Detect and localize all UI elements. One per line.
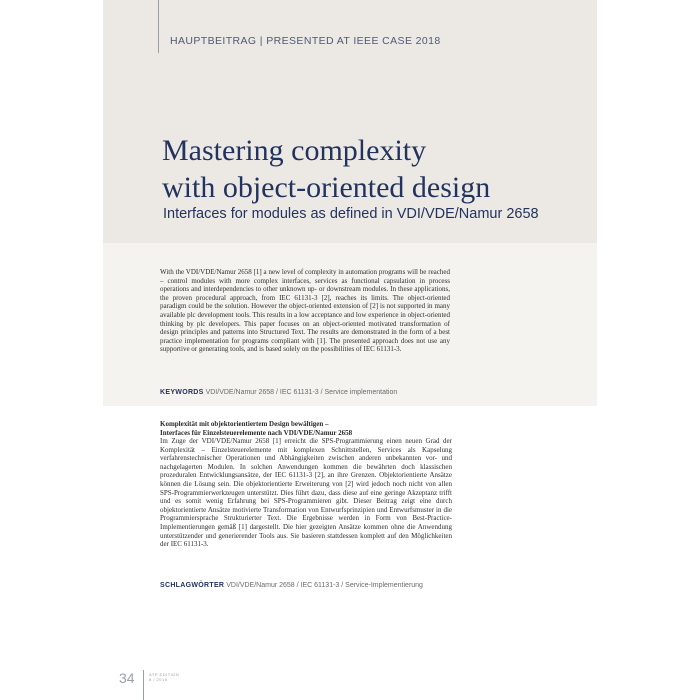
german-abstract: Im Zuge der VDI/VDE/Namur 2658 [1] erreicht die SPS-Programmierung einen neuen Grad der Komplexität – Einzelsteuerelemente mit komplexen Schnittstellen, Services als Kapselung verfahrenstechnischer Operationen und Abhängigkeiten zwischen anderen unbekannten vor- und nachgelagerten Modulen. In solchen Anwendungen kommen die bewährten doch klassischen prozeduralen Entwicklungsansätze, der IEC 61131-3 [2], an ihre Grenzen. Objektorientierte Ansätze können die Lösung sein. Die objektorientierte Erweiterung von [2] wird jedoch noch nicht von allen SPS-Programmierwerkzeugen unterstützt. Dies führt dazu, dass diese auf eine geringe Akzeptanz trifft und es somit wenig Erfahrung bei SPS-Programmieren gibt. Dieser Beitrag zeigt eine durch objektorientierte Ansätze motivierte Transformation von Entwurfsprinzipien und Entwurfsmuster in die Programmiersprache Strukturierter Text. Die Ergebnisse werden in Form von Best-Practice-Implementierungen gemäß [1] dargestellt. Die hier gezeigten Ansätze kommen ohne die Anwendung unterstützender und generierender Tools aus. Sie basieren stattdessen komplett auf den Möglichkeiten der IEC 61131-3. [160, 437, 452, 549]
article-title-line-2: with object-oriented design [162, 171, 491, 204]
german-title-line-2: Interfaces für Einzelsteuerelemente nach VDI/VDE/Namur 2658 [160, 428, 353, 437]
article-title-line-1: Mastering complexity [162, 134, 427, 167]
section-kicker: HAUPTBEITRAG | PRESENTED AT IEEE CASE 2018 [170, 35, 441, 47]
publication-title: ATP EDITION [149, 672, 180, 677]
keywords-text: VDI/VDE/Namur 2658 / IEC 61131-3 / Service implementation [205, 389, 398, 396]
german-keywords [160, 582, 490, 589]
publication-issue: 8 / 2018 [149, 677, 168, 682]
german-title-line-1: Komplexität mit objektorientiertem Design bewältigen – [160, 420, 329, 428]
article-subtitle: Interfaces for modules as defined in VDI/VDE/Namur 2658 [163, 206, 539, 222]
english-abstract: With the VDI/VDE/Namur 2658 [1] a new level of complexity in automation programs will be reached – control modules with more complex interfaces, services as functional capsulation in process operations and interdependencies to other unknown up- or downstream modules. In these applications, the proven procedural approach, from IEC 61131-3 [2], reaches its limits. The object-oriented paradigm could be the solution. However the object-oriented extension of [2] is not supported in many available plc development tools. This results in a low acceptance and low experience in object-oriented thinking by plc developers. This paper focuses on an object-oriented motivated transformation of design principles and patterns into Structured Text. The results are demonstrated in the form of a best practice implementation for programs compliant with [1]. The presented approach does not use any supportive or generating tools, and is based solely on the possibilities of IEC 61131-3. [160, 268, 450, 354]
schlagwoerter-label: SCHLAGWÖRTER [160, 582, 225, 589]
journal-page [103, 0, 597, 700]
schlagwoerter-text: VDI/VDE/Namur 2658 / IEC 61131-3 / Service-Implementierung [226, 582, 423, 589]
english-keywords [160, 389, 490, 396]
keywords-label: KEYWORDS [160, 389, 204, 396]
footer-divider [143, 670, 144, 700]
article-title [162, 132, 592, 206]
publication-name [149, 672, 179, 682]
page-number: 34 [119, 670, 135, 686]
german-title [160, 420, 460, 437]
header-divider [158, 0, 159, 53]
